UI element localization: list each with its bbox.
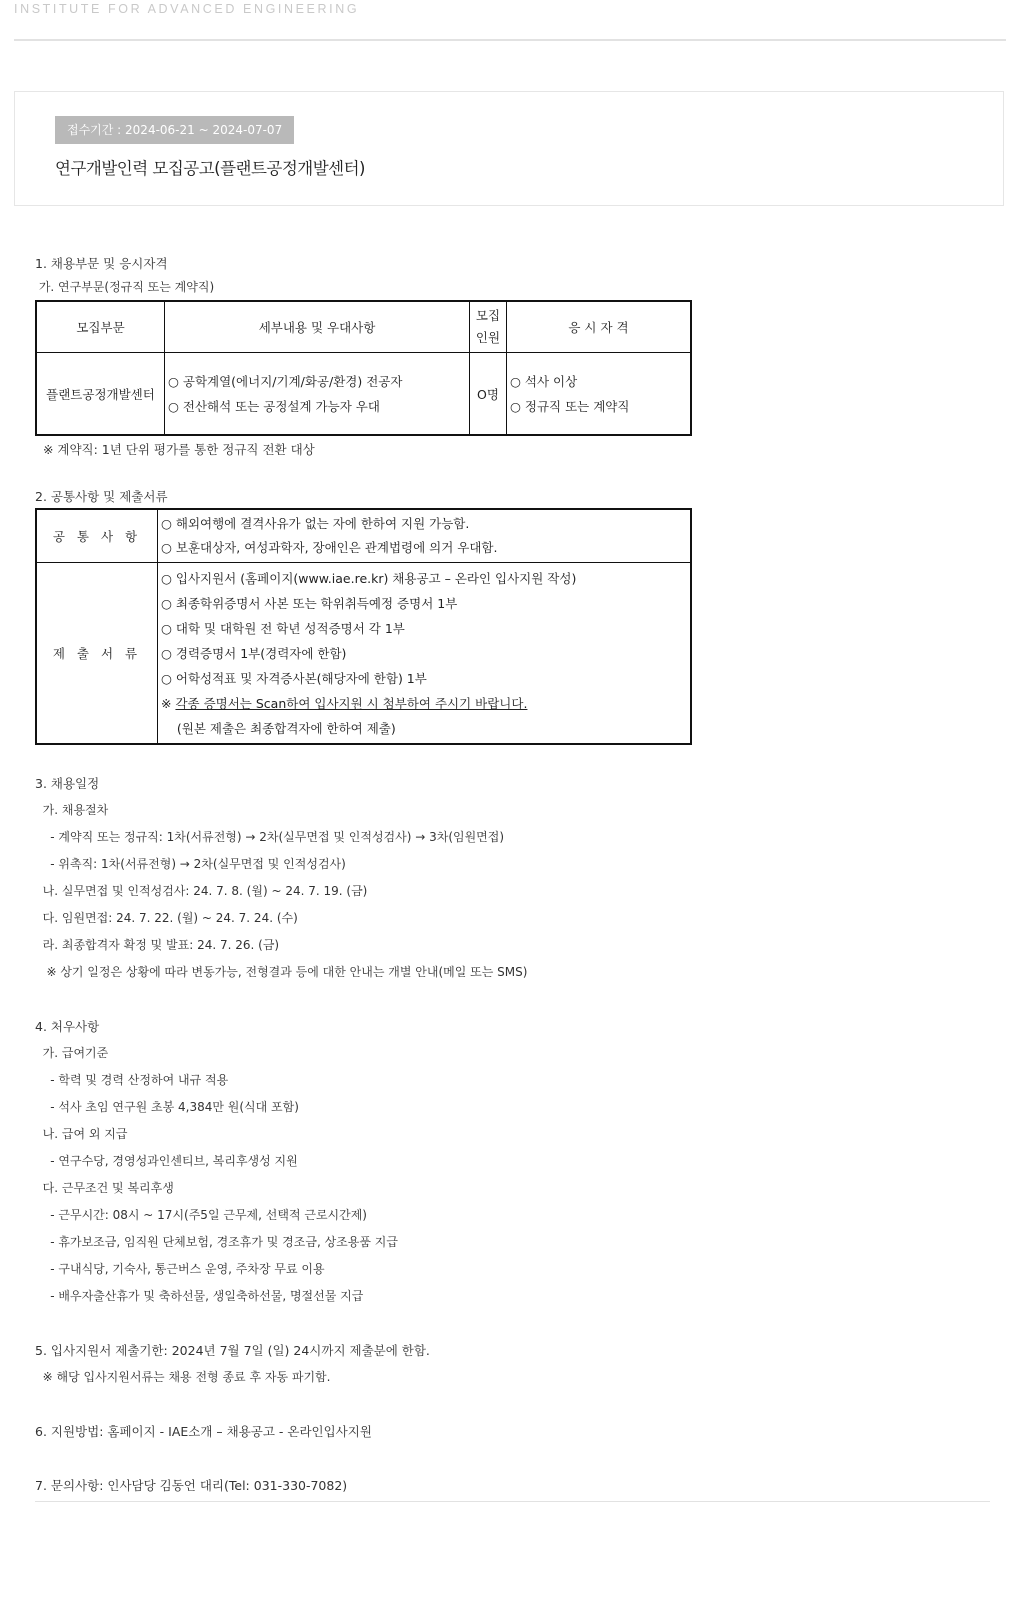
row-qualifications [507, 353, 692, 436]
row-count: O명 [470, 353, 507, 436]
doc-item: ○ 입사지원서 (홈페이지(www.iae.re.kr) 채용공고 – 온라인 입사지원 작성) [161, 570, 577, 586]
benefit-line: - 구내식당, 기숙사, 통근버스 운영, 주차장 무료 이용 [35, 1262, 325, 1276]
header-qualification: 응 시 자 격 [507, 301, 692, 353]
schedule-line: 가. 채용절차 [35, 803, 109, 817]
benefit-line: 다. 근무조건 및 복리후생 [35, 1181, 174, 1195]
doc-item: ○ 경력증명서 1부(경력자에 한함) [161, 645, 347, 661]
schedule-note: ※ 상기 일정은 상황에 따라 변동가능, 전형결과 등에 대한 안내는 개별 안내(메일 또는 SMS) [35, 965, 528, 979]
doc-note-prefix: ※ [161, 695, 176, 711]
section-1-subtitle: 가. 연구부문(정규직 또는 계약직) [35, 280, 215, 294]
schedule-line: 나. 실무면접 및 인적성검사: 24. 7. 8. (월) ~ 24. 7. 19. (금) [35, 884, 368, 898]
section-2-title: 2. 공통사항 및 제출서류 [35, 489, 168, 504]
section-1-note: ※ 계약직: 1년 단위 평가를 통한 정규직 전환 대상 [35, 442, 315, 457]
doc-item: ○ 어학성적표 및 자격증사본(해당자에 한함) 1부 [161, 670, 427, 686]
post-header [14, 91, 1004, 206]
row-dept: 플랜트공정개발센터 [36, 353, 165, 436]
section-1-title: 1. 채용부문 및 응시자격 [35, 256, 168, 271]
qualification-item: ○ 정규직 또는 계약직 [510, 398, 630, 414]
schedule-line: - 계약직 또는 정규직: 1차(서류전형) → 2차(실무면접 및 인적성검사) → 3차(임원면접) [35, 830, 505, 844]
recruit-table [35, 300, 692, 436]
post-body [35, 250, 995, 1502]
benefit-line: - 휴가보조금, 임직원 단체보험, 경조휴가 및 경조금, 상조용품 지급 [35, 1235, 398, 1249]
common-item: ○ 보훈대상자, 여성과학자, 장애인은 관계법령에 의거 우대함. [161, 540, 498, 555]
header-dept: 모집부문 [36, 301, 165, 353]
header-divider [14, 39, 1006, 41]
qualification-item: ○ 석사 이상 [510, 373, 578, 389]
schedule-line: 라. 최종합격자 확정 및 발표: 24. 7. 26. (금) [35, 938, 280, 952]
doc-note-2: (원본 제출은 최종합격자에 한하여 제출) [161, 720, 396, 736]
schedule-line: 다. 임원면접: 24. 7. 22. (월) ~ 24. 7. 24. (수) [35, 911, 298, 925]
header-count-line2: 인원 [475, 330, 501, 345]
schedule-line: - 위촉직: 1차(서류전형) → 2차(실무면접 및 인적성검사) [35, 857, 346, 871]
common-items [158, 509, 692, 563]
docs-label: 제 출 서 류 [36, 563, 158, 745]
doc-note [161, 691, 687, 716]
benefit-line: - 연구수당, 경영성과인센티브, 복리후생성 지원 [35, 1154, 298, 1168]
benefit-line: - 근무시간: 08시 ~ 17시(주5일 근무제, 선택적 근로시간제) [35, 1208, 367, 1222]
section-3-title: 3. 채용일정 [35, 776, 100, 791]
benefit-line: - 학력 및 경력 산정하여 내규 적용 [35, 1073, 229, 1087]
section-7-title: 7. 문의사항: 인사담당 김동언 대리(Tel: 031-330-7082) [35, 1478, 348, 1493]
doc-item: ○ 최종학위증명서 사본 또는 학위취득예정 증명서 1부 [161, 595, 458, 611]
section-4-title: 4. 처우사항 [35, 1019, 100, 1034]
detail-item: ○ 공학계열(에너지/기계/화공/환경) 전공자 [168, 373, 403, 389]
post-title: 연구개발인력 모집공고(플랜트공정개발센터) [55, 159, 365, 178]
header-count [470, 301, 507, 353]
row-details [165, 353, 470, 436]
documents-table [35, 508, 692, 745]
benefit-line: - 석사 초임 연구원 초봉 4,384만 원(식대 포함) [35, 1100, 299, 1114]
docs-items [158, 563, 692, 745]
common-item: ○ 해외여행에 결격사유가 없는 자에 한하여 지원 가능함. [161, 516, 470, 531]
header-count-line1: 모집 [475, 308, 501, 323]
recruit-table-header [36, 301, 691, 353]
doc-note-text: 각종 증명서는 Scan하여 입사지원 시 첨부하여 주시기 바랍니다. [175, 695, 528, 711]
benefit-line: 나. 급여 외 지급 [35, 1127, 128, 1141]
footer-divider [35, 1501, 990, 1502]
benefit-line: 가. 급여기준 [35, 1046, 109, 1060]
docs-row [36, 563, 691, 745]
period-badge: 접수기간 : 2024-06-21 ~ 2024-07-07 [55, 116, 294, 144]
section-5-title: 5. 입사지원서 제출기한: 2024년 7월 7일 (일) 24시까지 제출분에 한함. [35, 1343, 430, 1358]
common-label: 공 통 사 항 [36, 509, 158, 563]
section-6-title: 6. 지원방법: 홈페이지 - IAE소개 – 채용공고 - 온라인입사지원 [35, 1424, 372, 1439]
benefit-line: - 배우자출산휴가 및 축하선물, 생일축하선물, 명절선물 지급 [35, 1289, 364, 1303]
detail-item: ○ 전산해석 또는 공정설계 가능자 우대 [168, 398, 380, 414]
section-5-note: ※ 해당 입사지원서류는 채용 전형 종료 후 자동 파기함. [35, 1370, 331, 1384]
site-name: INSTITUTE FOR ADVANCED ENGINEERING [14, 2, 360, 16]
common-row [36, 509, 691, 563]
recruit-table-row [36, 353, 691, 436]
header-details: 세부내용 및 우대사항 [165, 301, 470, 353]
doc-item: ○ 대학 및 대학원 전 학년 성적증명서 각 1부 [161, 620, 405, 636]
